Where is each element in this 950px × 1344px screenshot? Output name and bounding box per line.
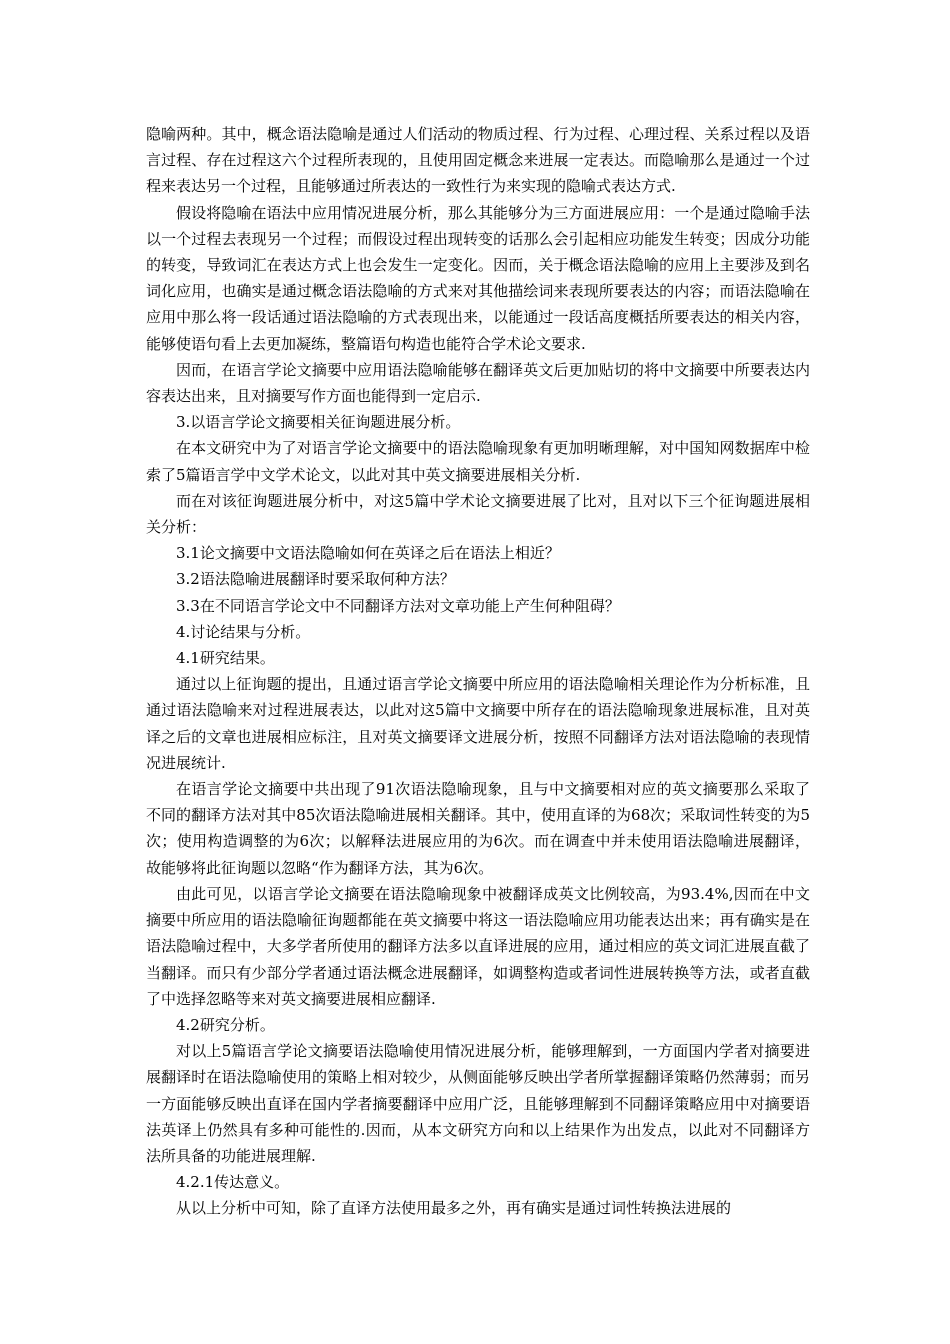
paragraph: 通过以上征询题的提出，且通过语言学论文摘要中所应用的语法隐喻相关理论作为分析标准，且通过语法隐喻来对过程进展表达，以此对这5篇中文摘要中所存在的语法隐喻现象进展标准，且对英译之后的文章也进展相应标注，且对英文摘要译文进展分析，按照不同翻译方法对语法隐喻的表现情况进展统计. xyxy=(146,675,810,772)
paragraph: 因而，在语言学论文摘要中应用语法隐喻能够在翻译英文后更加贴切的将中文摘要中所要表达内容表达出来，且对摘要写作方面也能得到一定启示. xyxy=(146,360,810,406)
subsection-heading: 4.1研究结果。 xyxy=(176,649,275,668)
paragraph: 隐喻两种。其中，概念语法隐喻是通过人们活动的物质过程、行为过程、心理过程、关系过程以及语言过程、存在过程这六个过程所表现的，且使用固定概念来进展一定表达。而隐喻那么是通过一个过程来表达另一个过程，且能够通过所表达的一致性行为来实现的隐喻式表达方式. xyxy=(146,125,810,196)
paragraph: 假设将隐喻在语法中应用情况进展分析，那么其能够分为三方面进展应用：一个是通过隐喻手法以一个过程去表现另一个过程；而假设过程出现转变的话那么会引起相应功能发生转变；因成分功能的转变，导致词汇在表达方式上也会发生一定变化。因而，关于概念语法隐喻的应用上主要涉及到名词化应用，也确实是通过概念语法隐喻的方式来对其他描绘词来表现所要表达的内容；而语法隐喻在应用中那么将一段话通过语法隐喻的方式表现出来，以能通过一段话高度概括所要表达的相关内容，能够使语句看上去更加凝练，整篇语句构造也能符合学术论文要求. xyxy=(146,203,810,353)
paragraph: 由此可见，以语言学论文摘要在语法隐喻现象中被翻译成英文比例较高，为93.4%,因而在中文摘要中所应用的语法隐喻征询题都能在英文摘要中将这一语法隐喻应用功能表达出来；再有确实是在语法隐喻过程中，大多学者所使用的翻译方法多以直译进展的应用，通过相应的英文词汇进展直截了当翻译。而只有少部分学者通过语法概念进展翻译，如调整构造或者词性进展转换等方法，或者直截了中选择忽略等来对英文摘要进展相应翻译. xyxy=(146,884,810,1008)
section-heading: 3.以语言学论文摘要相关征询题进展分析。 xyxy=(176,413,461,432)
subsection-heading: 4.2.1传达意义。 xyxy=(176,1173,290,1192)
paragraph: 在语言学论文摘要中共出现了91次语法隐喻现象，且与中文摘要相对应的英文摘要那么采取了不同的翻译方法对其中85次语法隐喻进展相关翻译。其中，使用直译的为68次；采取词性转变的为5次；使用构造调整的为6次；以解释法进展应用的为6次。而在调查中并未使用语法隐喻进展翻译，故能够将此征询题以忽略“作为翻译方法，其为6次。 xyxy=(146,780,810,877)
subsection-heading: 4.2研究分析。 xyxy=(176,1015,275,1034)
question-item: 3.3在不同语言学论文中不同翻译方法对文章功能上产生何种阻碍？ xyxy=(176,596,620,615)
document-body xyxy=(146,121,810,1222)
question-item: 3.1论文摘要中文语法隐喻如何在英译之后在语法上相近？ xyxy=(176,544,560,563)
paragraph: 在本文研究中为了对语言学论文摘要中的语法隐喻现象有更加明晰理解，对中国知网数据库中检索了5篇语言学中文学术论文，以此对其中英文摘要进展相关分析. xyxy=(146,439,810,484)
section-heading: 4.讨论结果与分析。 xyxy=(176,622,311,641)
paragraph: 而在对该征询题进展分析中，对这5篇中学术论文摘要进展了比对，且对以下三个征询题进展相关分析： xyxy=(146,491,810,537)
question-item: 3.2语法隐喻进展翻译时要采取何种方法？ xyxy=(176,570,455,589)
paragraph: 对以上5篇语言学论文摘要语法隐喻使用情况进展分析，能够理解到，一方面国内学者对摘要进展翻译时在语法隐喻使用的策略上相对较少，从侧面能够反映出学者所掌握翻译策略仍然薄弱；而另一方面能够反映出直译在国内学者摘要翻译中应用广泛，且能够理解到不同翻译策略应用中对摘要语法英译上仍然具有多种可能性的.因而，从本文研究方向和以上结果作为出发点，以此对不同翻译方法所具备的功能进展理解. xyxy=(146,1042,810,1165)
paragraph: 从以上分析中可知，除了直译方法使用最多之外，再有确实是通过词性转换法进展的 xyxy=(176,1199,732,1218)
